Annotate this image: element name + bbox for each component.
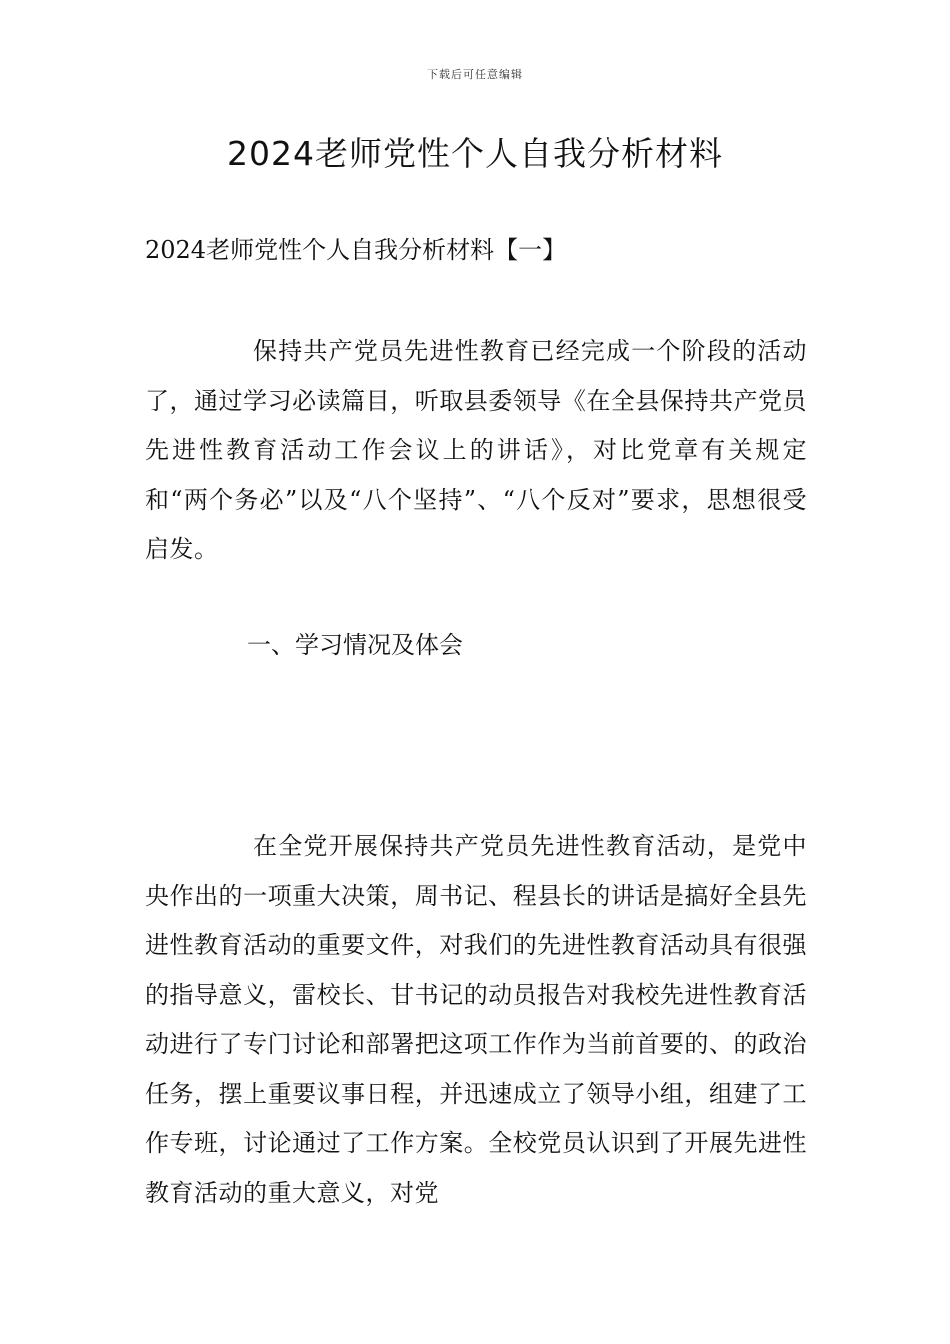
header-note: 下载后可任意编辑 [427, 68, 523, 81]
paragraph-intro: 保持共产党员先进性教育已经完成一个阶段的活动了，通过学习必读篇目，听取县委领导《在全县保持共产党员先进性教育活动工作会议上的讲话》，对比党章有关规定和“两个务必”以及“八个坚持”、“八个反对”要求，思想很受启发。 [145, 337, 807, 563]
section-heading: 一、学习情况及体会 [247, 631, 463, 659]
paragraph-body: 在全党开展保持共产党员先进性教育活动，是党中央作出的一项重大决策，周书记、程县长的讲话是搞好全县先进性教育活动的重要文件，对我们的先进性教育活动具有很强的指导意义，雷校长、甘书记的动员报告对我校先进性教育活动进行了专门讨论和部署把这项工作作为当前首要的、的政治任务，摆上重要议事日程，并迅速成立了领导小组，组建了工作专班，讨论通过了工作方案。全校党员认识到了开展先进性教育活动的重大意义，对党 [145, 832, 807, 1207]
document-title: 2024老师党性个人自我分析材料 [227, 134, 723, 173]
document-subtitle: 2024老师党性个人自我分析材料【一】 [145, 236, 567, 264]
